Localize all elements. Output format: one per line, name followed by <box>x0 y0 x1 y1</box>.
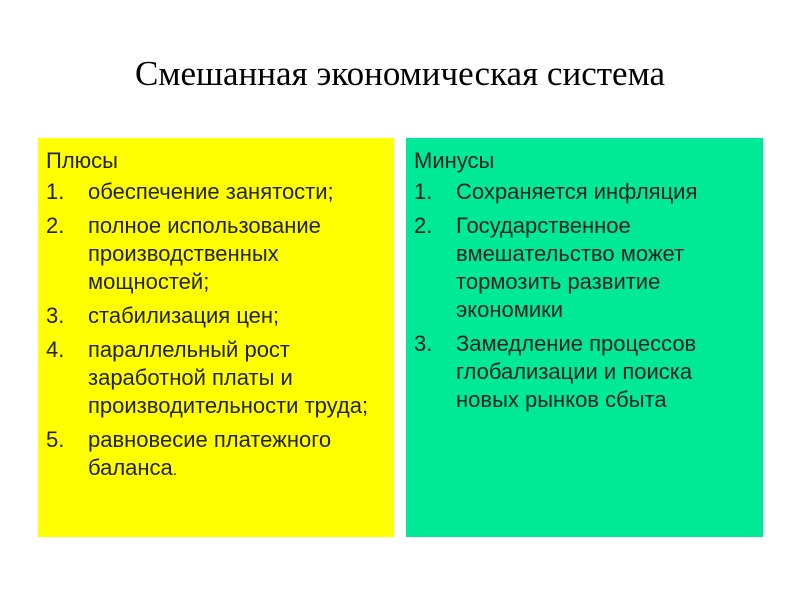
cons-item-text: Сохраняется инфляция <box>456 179 698 204</box>
cons-list-item <box>414 178 763 206</box>
pros-item-number: 1. <box>46 179 65 204</box>
pros-list-item <box>46 336 394 420</box>
pros-heading: Плюсы <box>46 148 118 173</box>
pros-list-item <box>46 302 394 330</box>
pros-item-text: стабилизация цен; <box>88 303 280 328</box>
pros-panel <box>38 138 394 537</box>
cons-list-item <box>414 212 763 324</box>
pros-item-text-body: равновесие платежного баланса <box>88 427 332 480</box>
cons-item-number: 2. <box>414 213 433 238</box>
pros-item-number: 4. <box>46 337 65 362</box>
cons-item-text: Замедление процессов глобализации и поиска новых рынков сбыта <box>456 331 697 412</box>
cons-item-text: Государственное вмешательство может тормозить развитие экономики <box>456 213 685 322</box>
cons-item-number: 3. <box>414 331 433 356</box>
cons-item-number: 1. <box>414 179 433 204</box>
cons-list-item <box>414 330 763 414</box>
cons-heading: Минусы <box>414 148 495 173</box>
pros-item-text <box>88 426 394 485</box>
pros-list-item <box>46 212 394 296</box>
pros-item-text: полное использование производственных мощностей; <box>88 213 321 294</box>
pros-item-text: параллельный рост заработной платы и производительности труда; <box>88 337 369 418</box>
pros-list-item <box>46 178 394 206</box>
pros-list-item <box>46 426 394 485</box>
page-title: Смешанная экономическая система <box>134 54 666 93</box>
pros-item-number: 2. <box>46 213 65 238</box>
pros-item-number: 3. <box>46 303 65 328</box>
pros-item-text-suffix: . <box>172 462 178 479</box>
cons-panel <box>406 138 763 537</box>
pros-item-number: 5. <box>46 427 65 452</box>
pros-item-text: обеспечение занятости; <box>88 179 334 204</box>
